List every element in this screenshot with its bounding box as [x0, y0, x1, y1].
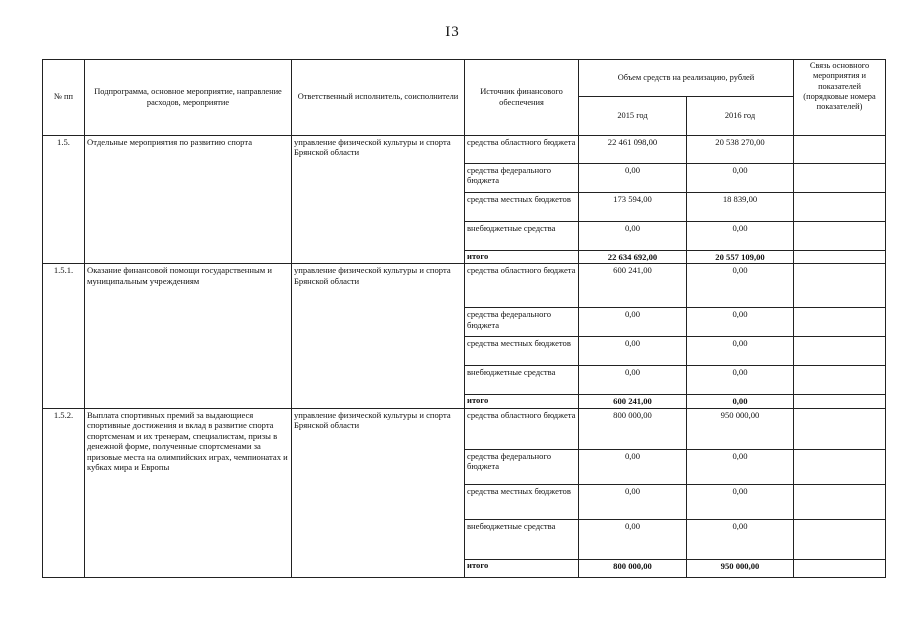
table-row: [43, 136, 886, 164]
header-year-2016: 2016 год: [687, 97, 794, 136]
amount-2015: 600 241,00: [579, 395, 687, 408]
amount-2016: 950 000,00: [687, 559, 794, 577]
indicator-link: [794, 222, 886, 251]
executor: управление физической культуры и спорта Брянской области: [292, 264, 465, 408]
funding-source: внебюджетные средства: [465, 519, 579, 559]
row-number: 1.5.1.: [43, 264, 85, 408]
amount-2016: 20 557 109,00: [687, 251, 794, 264]
indicator-link: [794, 264, 886, 308]
amount-2016: 0,00: [687, 164, 794, 193]
funding-source: средства местных бюджетов: [465, 337, 579, 366]
header-executor: Ответственный исполнитель, соисполнители: [292, 60, 465, 136]
amount-2015: 0,00: [579, 164, 687, 193]
funding-source: средства областного бюджета: [465, 264, 579, 308]
funding-source: средства местных бюджетов: [465, 193, 579, 222]
amount-2015: 22 461 098,00: [579, 136, 687, 164]
amount-2015: 800 000,00: [579, 408, 687, 449]
funding-source: итого: [465, 559, 579, 577]
indicator-link: [794, 337, 886, 366]
table-row: [43, 264, 886, 308]
indicator-link: [794, 519, 886, 559]
indicator-link: [794, 408, 886, 449]
amount-2016: 0,00: [687, 484, 794, 519]
amount-2015: 173 594,00: [579, 193, 687, 222]
header-source: Источник финансового обеспечения: [465, 60, 579, 136]
funding-source: итого: [465, 395, 579, 408]
header-year-2015: 2015 год: [579, 97, 687, 136]
header-program: Подпрограмма, основное мероприятие, направление расходов, мероприятие: [85, 60, 292, 136]
indicator-link: [794, 484, 886, 519]
indicator-link: [794, 193, 886, 222]
amount-2016: 0,00: [687, 222, 794, 251]
header-row-1: [43, 60, 886, 97]
amount-2016: 0,00: [687, 308, 794, 337]
amount-2015: 0,00: [579, 366, 687, 395]
amount-2016: 0,00: [687, 337, 794, 366]
amount-2016: 950 000,00: [687, 408, 794, 449]
executor: управление физической культуры и спорта Брянской области: [292, 136, 465, 264]
funding-source: внебюджетные средства: [465, 222, 579, 251]
indicator-link: [794, 308, 886, 337]
indicator-link: [794, 251, 886, 264]
amount-2016: 20 538 270,00: [687, 136, 794, 164]
funding-source: средства областного бюджета: [465, 136, 579, 164]
amount-2015: 0,00: [579, 308, 687, 337]
amount-2016: 0,00: [687, 449, 794, 484]
budget-table: [42, 59, 886, 578]
indicator-link: [794, 136, 886, 164]
row-number: 1.5.2.: [43, 408, 85, 577]
amount-2015: 22 634 692,00: [579, 251, 687, 264]
amount-2016: 0,00: [687, 395, 794, 408]
amount-2016: 0,00: [687, 519, 794, 559]
indicator-link: [794, 559, 886, 577]
indicator-link: [794, 164, 886, 193]
executor: управление физической культуры и спорта Брянской области: [292, 408, 465, 577]
amount-2015: 0,00: [579, 484, 687, 519]
activity-name: Оказание финансовой помощи государственным и муниципальным учреждениям: [85, 264, 292, 408]
table-row: [43, 408, 886, 449]
header-num: № пп: [43, 60, 85, 136]
amount-2016: 0,00: [687, 264, 794, 308]
amount-2015: 0,00: [579, 519, 687, 559]
header-link: Связь основного мероприятия и показателей (порядковые номера показателей): [794, 60, 886, 136]
funding-source: итого: [465, 251, 579, 264]
row-number: 1.5.: [43, 136, 85, 264]
amount-2015: 0,00: [579, 337, 687, 366]
amount-2015: 0,00: [579, 449, 687, 484]
indicator-link: [794, 449, 886, 484]
indicator-link: [794, 366, 886, 395]
amount-2016: 0,00: [687, 366, 794, 395]
indicator-link: [794, 395, 886, 408]
page-number: I3: [445, 24, 460, 40]
funding-source: средства местных бюджетов: [465, 484, 579, 519]
funding-source: средства областного бюджета: [465, 408, 579, 449]
funding-source: средства федерального бюджета: [465, 164, 579, 193]
amount-2015: 0,00: [579, 222, 687, 251]
funding-source: средства федерального бюджета: [465, 308, 579, 337]
amount-2015: 800 000,00: [579, 559, 687, 577]
activity-name: Отдельные мероприятия по развитию спорта: [85, 136, 292, 264]
header-volume: Объем средств на реализацию, рублей: [579, 60, 794, 97]
amount-2015: 600 241,00: [579, 264, 687, 308]
activity-name: Выплата спортивных премий за выдающиеся спортивные достижения и вклад в развитие спорта спортсменам и их тренерам, специалистам, призы в денежной форме, полученные спортсменами за призовые места на олимпийских играх, чемпионатах и кубках мира и Европы: [85, 408, 292, 577]
amount-2016: 18 839,00: [687, 193, 794, 222]
funding-source: средства федерального бюджета: [465, 449, 579, 484]
funding-source: внебюджетные средства: [465, 366, 579, 395]
table-body: [43, 136, 886, 578]
